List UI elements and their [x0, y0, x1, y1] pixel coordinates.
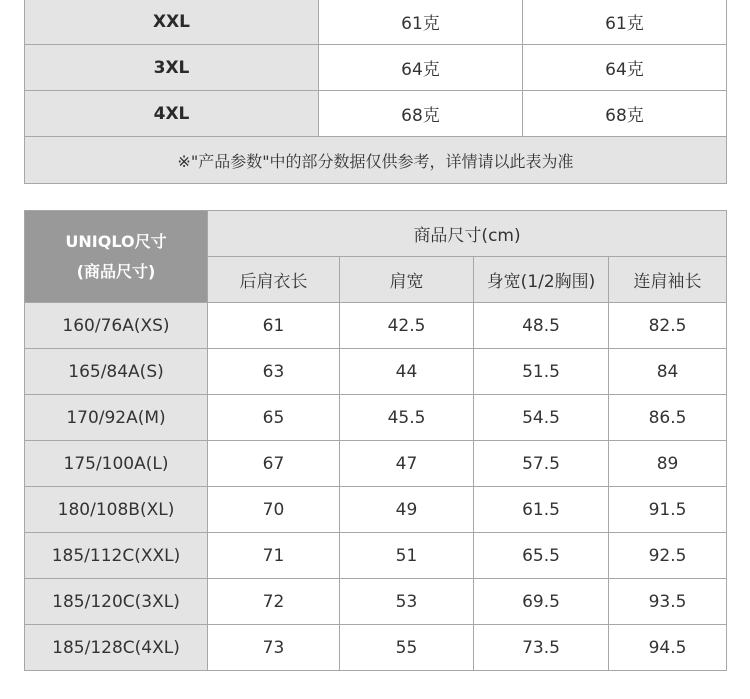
weight-value: 64克	[523, 45, 727, 91]
note-row	[25, 137, 727, 184]
measurement-value: 57.5	[474, 441, 609, 487]
column-header: 肩宽	[340, 257, 474, 303]
measurement-value: 94.5	[609, 625, 727, 671]
table-row	[25, 45, 727, 91]
measurement-value: 51.5	[474, 349, 609, 395]
measurement-value: 67	[208, 441, 340, 487]
size-label: 175/100A(L)	[25, 441, 208, 487]
size-label: 185/120C(3XL)	[25, 579, 208, 625]
weight-table	[24, 0, 727, 184]
weight-value: 68克	[523, 91, 727, 137]
column-header: 连肩袖长	[609, 257, 727, 303]
weight-value: 68克	[319, 91, 523, 137]
measurement-value: 63	[208, 349, 340, 395]
table-row	[25, 303, 727, 349]
size-table	[24, 210, 727, 671]
measurement-value: 73	[208, 625, 340, 671]
measurement-value: 72	[208, 579, 340, 625]
measurement-value: 53	[340, 579, 474, 625]
table-row	[25, 91, 727, 137]
size-label: 165/84A(S)	[25, 349, 208, 395]
measurement-value: 55	[340, 625, 474, 671]
table-row	[25, 533, 727, 579]
size-label: 160/76A(XS)	[25, 303, 208, 349]
size-label: 185/112C(XXL)	[25, 533, 208, 579]
measurement-value: 89	[609, 441, 727, 487]
measurement-value: 47	[340, 441, 474, 487]
table-row	[25, 0, 727, 45]
measurement-value: 91.5	[609, 487, 727, 533]
table-row	[25, 625, 727, 671]
measurement-value: 69.5	[474, 579, 609, 625]
measurement-value: 48.5	[474, 303, 609, 349]
corner-header	[25, 211, 208, 303]
measurement-value: 82.5	[609, 303, 727, 349]
reference-note: ※"产品参数"中的部分数据仅供参考，详情请以此表为准	[25, 137, 727, 184]
weight-value: 64克	[319, 45, 523, 91]
measurement-value: 86.5	[609, 395, 727, 441]
measurement-value: 61.5	[474, 487, 609, 533]
measurement-value: 71	[208, 533, 340, 579]
measurement-value: 84	[609, 349, 727, 395]
column-header: 后肩衣长	[208, 257, 340, 303]
measurement-value: 45.5	[340, 395, 474, 441]
size-label: 180/108B(XL)	[25, 487, 208, 533]
size-label: XXL	[25, 0, 319, 45]
measurement-value: 49	[340, 487, 474, 533]
measurement-value: 44	[340, 349, 474, 395]
measurement-value: 70	[208, 487, 340, 533]
size-label: 3XL	[25, 45, 319, 91]
measurement-value: 54.5	[474, 395, 609, 441]
measurement-value: 93.5	[609, 579, 727, 625]
measurement-value: 73.5	[474, 625, 609, 671]
size-label: 4XL	[25, 91, 319, 137]
size-label: 185/128C(4XL)	[25, 625, 208, 671]
table-row	[25, 487, 727, 533]
measurement-value: 92.5	[609, 533, 727, 579]
measurement-value: 65	[208, 395, 340, 441]
measurement-value: 65.5	[474, 533, 609, 579]
table-row	[25, 395, 727, 441]
group-header: 商品尺寸(cm)	[208, 211, 727, 257]
corner-header-line2: (商品尺寸)	[76, 261, 156, 281]
table-row	[25, 441, 727, 487]
size-label: 170/92A(M)	[25, 395, 208, 441]
column-header: 身宽(1/2胸围)	[474, 257, 609, 303]
measurement-value: 61	[208, 303, 340, 349]
weight-value: 61克	[523, 0, 727, 45]
table-row	[25, 579, 727, 625]
measurement-value: 42.5	[340, 303, 474, 349]
corner-header-line1: UNIQLO尺寸	[65, 231, 167, 251]
measurement-value: 51	[340, 533, 474, 579]
table-row	[25, 349, 727, 395]
weight-value: 61克	[319, 0, 523, 45]
